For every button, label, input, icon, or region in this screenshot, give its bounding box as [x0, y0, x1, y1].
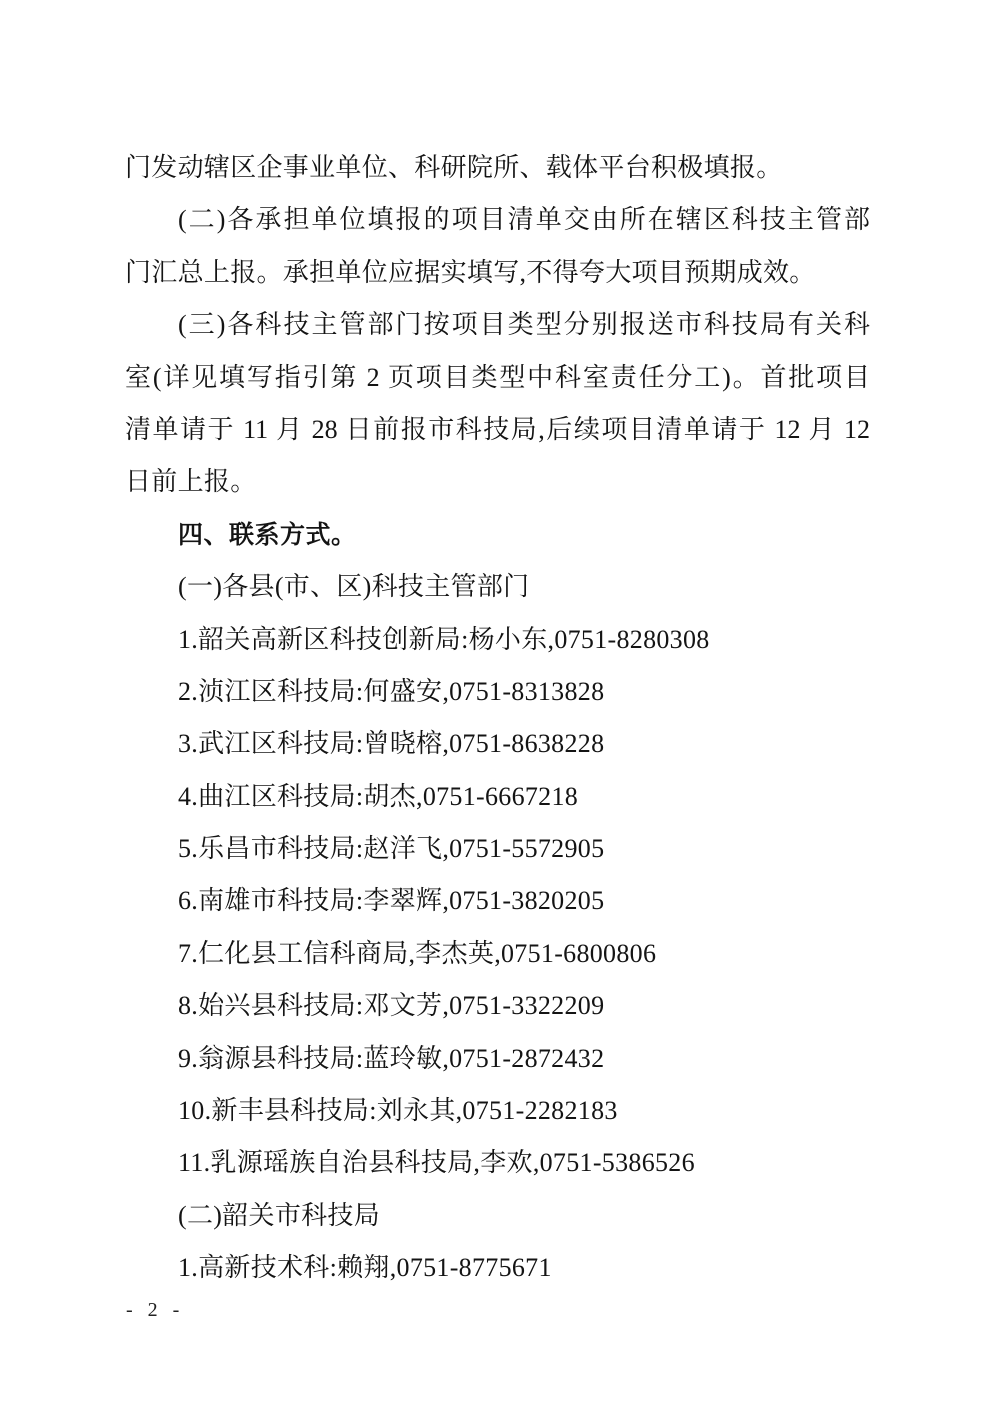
- page-number: - 2 -: [126, 1299, 185, 1321]
- contact-item-9: 9.翁源县科技局:蓝玲敏,0751-2872432: [178, 1043, 605, 1073]
- subsection-2-heading: (二)韶关市科技局: [178, 1200, 381, 1230]
- contact-item-11: 11.乳源瑶族自治县科技局,李欢,0751-5386526: [178, 1148, 695, 1178]
- subsection-1-heading: (一)各县(市、区)科技主管部门: [178, 572, 530, 602]
- document-body: [125, 142, 870, 1295]
- para-3-line-4: 日前上报。: [125, 467, 257, 497]
- contact-item-3: 3.武江区科技局:曾晓榕,0751-8638228: [178, 729, 605, 759]
- para-1-continuation-line: 门发动辖区企事业单位、科研院所、载体平台积极填报。: [125, 153, 783, 182]
- contact-item-1: 1.韶关高新区科技创新局:杨小东,0751-8280308: [178, 624, 710, 654]
- para-2-line-1: (二)各承担单位填报的项目清单交由所在辖区科技主管部: [178, 205, 870, 235]
- contact-item-2: 2.浈江区科技局:何盛安,0751-8313828: [178, 676, 605, 706]
- para-3-line-3: 清单请于 11 月 28 日前报市科技局,后续项目清单请于 12 月 12: [125, 414, 870, 444]
- para-2-line-2: 门汇总上报。承担单位应据实填写,不得夸大项目预期成效。: [125, 257, 816, 287]
- contact-item-5: 5.乐昌市科技局:赵洋飞,0751-5572905: [178, 834, 605, 864]
- para-3-line-2: 室(详见填写指引第 2 页项目类型中科室责任分工)。首批项目: [125, 362, 870, 392]
- contact-item-7: 7.仁化县工信科商局,李杰英,0751-6800806: [178, 938, 657, 968]
- contact-item-4: 4.曲江区科技局:胡杰,0751-6667218: [178, 781, 579, 811]
- para-3-line-1: (三)各科技主管部门按项目类型分别报送市科技局有关科: [178, 310, 870, 340]
- contact-item-10: 10.新丰县科技局:刘永其,0751-2282183: [178, 1096, 618, 1126]
- contact-item-12: 1.高新技术科:赖翔,0751-8775671: [178, 1253, 552, 1283]
- section-4-heading: 四、联系方式。: [178, 519, 357, 549]
- contact-item-8: 8.始兴县科技局:邓文芳,0751-3322209: [178, 991, 605, 1021]
- contact-item-6: 6.南雄市科技局:李翠辉,0751-3820205: [178, 886, 605, 916]
